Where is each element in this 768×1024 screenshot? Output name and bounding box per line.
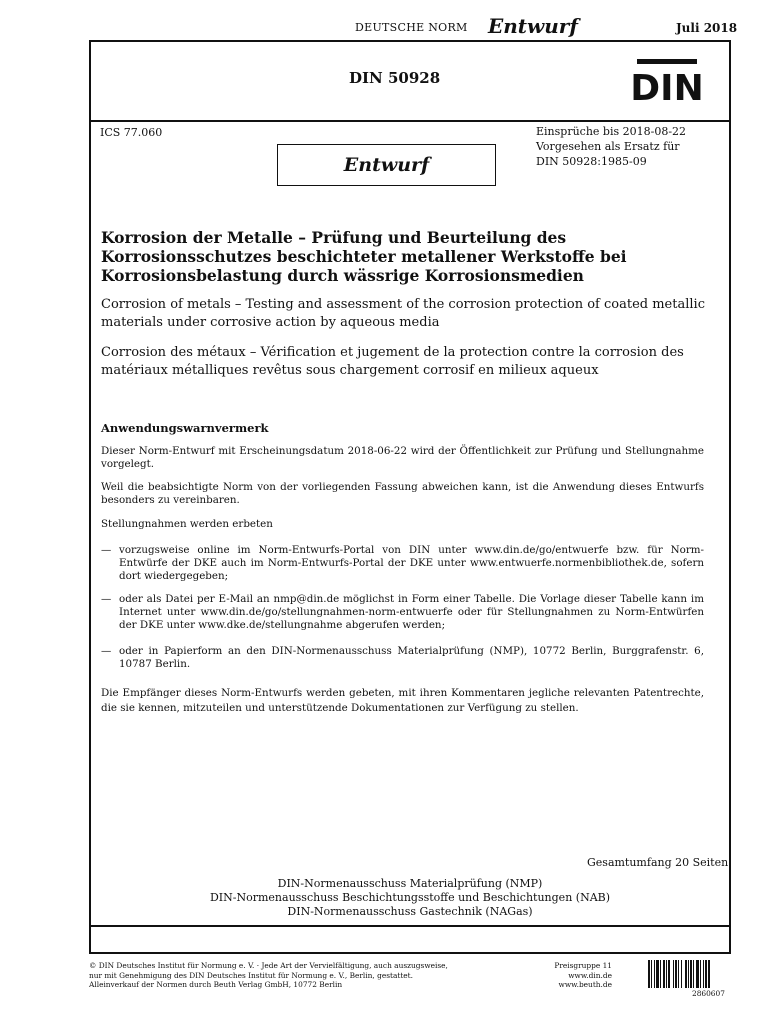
barcode-bar: [700, 960, 701, 988]
barcode-bar: [690, 960, 692, 988]
barcode-number: 2860607: [692, 989, 725, 998]
title-english: Corrosion of metals – Testing and assessment of the corrosion protection of coated metallic materials under corrosive action by aqueous media: [101, 297, 705, 330]
barcode-bar: [663, 960, 665, 988]
dash-bullet: —: [101, 544, 112, 556]
barcode-bar: [668, 960, 670, 988]
barcode-bar: [705, 960, 707, 988]
barcode-bar: [654, 960, 655, 988]
barcode-bar: [675, 960, 677, 988]
barcode-bar: [656, 960, 659, 988]
ics-code: ICS 77.060: [100, 126, 163, 139]
barcode-bar: [693, 960, 694, 988]
barcode-bar: [696, 960, 699, 988]
replacement-label: Vorgesehen als Ersatz für: [536, 140, 680, 153]
copyright-line: © DIN Deutsches Institut für Normung e. V. · Jede Art der Vervielfältigung, auch auszugsweise,: [89, 961, 448, 970]
warning-paragraph-2: Weil die beabsichtigte Norm von der vorliegenden Fassung abweichen kann, ist die Anwendung dieses Entwurfs besonders zu vereinbaren.: [101, 481, 704, 506]
replacement-norm: DIN 50928:1985-09: [536, 155, 647, 168]
warning-heading: Anwendungswarnvermerk: [101, 421, 269, 435]
din-logo-icon: [630, 59, 704, 109]
total-pages: Gesamtumfang 20 Seiten: [587, 856, 729, 869]
list-item-text: oder als Datei per E-Mail an nmp@din.de möglichst in Form einer Tabelle. Die Vorlage dieser Tabelle kann im Internet unter www.din.de/go/stellungnahmen-norm-entwuerfe oder für Stellungnahmen zu Norm-Entwürfen der DKE unter www.dke.de/stellungnahme abgerufen werden;: [119, 593, 704, 631]
header-draft-label: Entwurf: [488, 14, 578, 38]
bottom-box: [89, 925, 731, 954]
warning-paragraph-4: Die Empfänger dieses Norm-Entwurfs werden gebeten, mit ihren Kommentaren jegliche relevanten Patentrechte, die sie kennen, mitzuteilen und unterstützende Dokumentationen zur Verfügung zu stellen.: [101, 687, 704, 714]
barcode-bar: [673, 960, 674, 988]
barcode-bar: [681, 960, 682, 988]
website-beuth[interactable]: www.beuth.de: [558, 980, 612, 989]
barcode-bar: [666, 960, 667, 988]
list-item-text: vorzugsweise online im Norm-Entwurfs-Portal von DIN unter www.din.de/go/entwuerfe bzw. für Norm-Entwürfe der DKE auch im Norm-Entwurfs-Portal der DKE unter www.entwuerfe.normenbibliothek.de, sofern dort wiedergegeben;: [119, 544, 704, 582]
objection-info: [536, 124, 686, 169]
title-german: Korrosion der Metalle – Prüfung und Beurteilung des Korrosionsschutzes beschichteter metallener Werkstoffe bei Korrosionsbelastung durch wässrige Korrosionsmedien: [101, 228, 627, 285]
objection-deadline: Einsprüche bis 2018-08-22: [536, 125, 687, 138]
standard-number: DIN 50928: [349, 69, 441, 87]
committee-line: DIN-Normenausschuss Gastechnik (NAGas): [287, 905, 533, 918]
barcode-bar: [660, 960, 661, 988]
barcode-bar: [703, 960, 704, 988]
barcode-bar: [648, 960, 650, 988]
barcode-icon: [648, 960, 730, 988]
dash-bullet: —: [101, 593, 112, 605]
title-french: Corrosion des métaux – Vérification et jugement de la protection contre la corrosion des matériaux métalliques revêtus sous chargement corrosif en milieux aqueux: [101, 345, 684, 378]
barcode-bar: [651, 960, 652, 988]
website-din[interactable]: www.din.de: [568, 970, 612, 980]
committee-line: DIN-Normenausschuss Materialprüfung (NMP): [277, 877, 543, 890]
header-norm-label: DEUTSCHE NORM: [355, 21, 468, 34]
copyright-notice: [89, 961, 448, 990]
list-item-text: oder in Papierform an den DIN-Normenausschuss Materialprüfung (NMP), 10772 Berlin, Burggrafenstr. 6, 10787 Berlin.: [119, 645, 704, 670]
copyright-line: nur mit Genehmigung des DIN Deutsches Institut für Normung e. V., Berlin, gestattet.: [89, 970, 413, 980]
price-group: Preisgruppe 11: [554, 961, 612, 970]
copyright-line: Alleinverkauf der Normen durch Beuth Verlag GmbH, 10772 Berlin: [89, 980, 343, 989]
barcode-bar: [678, 960, 679, 988]
warning-paragraph-1: Dieser Norm-Entwurf mit Erscheinungsdatum 2018-06-22 wird der Öffentlichkeit zur Prüfung und Stellungnahme vorgelegt.: [101, 445, 704, 470]
warning-paragraph-3: Stellungnahmen werden erbeten: [101, 518, 273, 530]
barcode-bar: [708, 960, 710, 988]
price-info: [548, 961, 612, 990]
dash-bullet: —: [101, 645, 112, 657]
barcode-bar: [688, 960, 689, 988]
draft-box: Entwurf: [277, 144, 496, 186]
din-logo-text: DIN: [630, 68, 704, 109]
committee-line: DIN-Normenausschuss Beschichtungsstoffe und Beschichtungen (NAB): [209, 891, 611, 904]
header-date: Juli 2018: [676, 21, 738, 35]
barcode-bar: [685, 960, 687, 988]
